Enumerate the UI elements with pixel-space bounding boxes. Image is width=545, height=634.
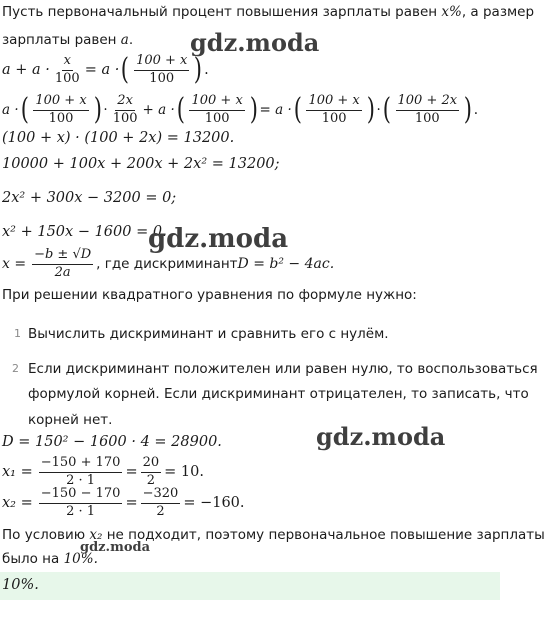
equation-4: 10000 + 100x + 200x + 2x² = 13200;	[2, 156, 280, 172]
var-x-percent: x%	[441, 4, 462, 20]
watermark: gdz.moda	[316, 422, 446, 451]
watermark: gdz.moda	[148, 224, 289, 254]
equation-x1: x₁ = $\frac{-150 + 170}{2 \cdot 1}$ = $\frac{20}{2}$ = 10.	[2, 455, 204, 488]
equation-quadratic-formula: x = $\frac{-b \pm √D}{2a}$ , где дискриминант D = b² − 4ac.	[2, 247, 335, 280]
note-text: При решении квадратного уравнения по формуле нужно:	[2, 287, 417, 303]
list-number: 1	[14, 327, 21, 340]
equation-discriminant: D = 150² − 1600 · 4 = 28900.	[2, 434, 222, 450]
var-a: a	[120, 32, 129, 48]
equation-1: a + a · $\frac{x}{100}$ = a · ( $\frac{100 + x}{100}$ ) .	[2, 52, 209, 88]
intro-text-end: , а размер	[461, 4, 535, 20]
intro-text: Пусть первоначальный процент повышения зарплаты равен	[2, 4, 442, 20]
intro-line-1	[2, 4, 534, 20]
list-item-2-line-2: формулой корней. Если дискриминант отрицателен, то записать, что	[28, 386, 529, 402]
intro-line-2: зарплаты равен a.	[2, 32, 134, 48]
equation-5: 2x² + 300x − 3200 = 0;	[2, 190, 177, 206]
equation-x2: x₂ = $\frac{-150 - 170}{2 \cdot 1}$ = $\frac{-320}{2}$ = −160.	[2, 486, 245, 519]
list-item-1: Вычислить дискриминант и сравнить его с нулём.	[28, 326, 389, 342]
conclusion-line-2: было на 10%.	[2, 551, 98, 567]
list-item-2-line-3: корней нет.	[28, 412, 113, 428]
list-item-2-line-1: Если дискриминант положителен или равен нулю, то воспользоваться	[28, 361, 538, 377]
equation-6: x² + 150x − 1600 = 0.	[2, 224, 167, 240]
watermark: gdz.moda	[80, 540, 151, 555]
answer-value: 10%.	[2, 577, 39, 593]
equation-2: a · ( $\frac{100 + x}{100}$ ) · $\frac{2x}{100}$ + a · ( $\frac{100 + x}{100}$ ) = a · ( $\frac{100 + x}{100}$ ) · ( $\frac{100 + 2x}{100}$ ) .	[2, 92, 479, 128]
intro-text-2: зарплаты равен	[2, 32, 121, 48]
fraction: $\frac{x}{100}$	[54, 53, 80, 86]
equation-3: (100 + x) · (100 + 2x) = 13200.	[2, 130, 235, 146]
fraction: $\frac{100 + x}{100}$	[136, 53, 188, 86]
answer-box	[0, 572, 500, 600]
list-number: 2	[12, 362, 19, 375]
watermark: gdz.moda	[190, 28, 320, 57]
conclusion-line-1: По условию x₂ не подходит, поэтому первоначальное повышение зарплаты	[2, 527, 545, 543]
